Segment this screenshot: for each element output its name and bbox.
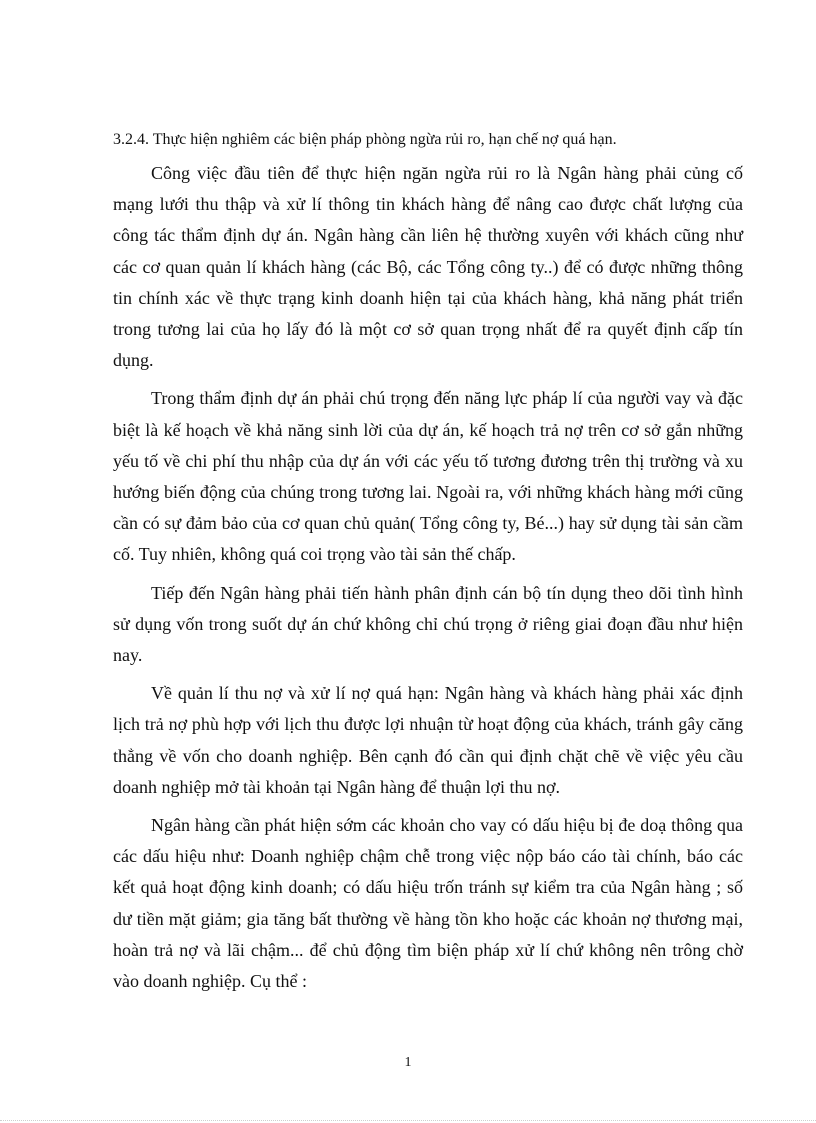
page-bottom-divider	[0, 1120, 816, 1121]
paragraph-2: Trong thẩm định dự án phải chú trọng đến năng lực pháp lí của người vay và đặc biệt là kế hoạch về khả năng sinh lời của dự án, kế hoạch trả nợ trên cơ sở gắn những yếu tố về chi phí thu nhập của dự án với các yếu tố tương đương trên thị trường và xu hướng biến động của chúng trong tương lai. Ngoài ra, với những khách hàng mới cũng cần có sự đảm bảo của cơ quan chủ quản( Tổng công ty, Bé...) hay sử dụng tài sản cầm cố. Tuy nhiên, không quá coi trọng vào tài sản thế chấp.	[113, 388, 743, 565]
paragraph-5: Ngân hàng cần phát hiện sớm các khoản cho vay có dấu hiệu bị đe doạ thông qua các dấu hiệu như: Doanh nghiệp chậm chễ trong việc nộp báo cáo tài chính, báo các kết quả hoạt động kinh doanh; có dấu hiệu trốn tránh sự kiểm tra của Ngân hàng ; số dư tiền mặt giảm; gia tăng bất thường về hàng tồn kho hoặc các khoản nợ thương mại, hoàn trả nợ và lãi chậm... để chủ động tìm biện pháp xử lí chứ không nên trông chờ vào doanh nghiệp. Cụ thể :	[113, 815, 743, 992]
paragraph-1: Công việc đầu tiên để thực hiện ngăn ngừa rủi ro là Ngân hàng phải củng cố mạng lưới thu thập và xử lí thông tin khách hàng để nâng cao được chất lượng của công tác thẩm định dự án. Ngân hàng cần liên hệ thường xuyên với khách cũng như các cơ quan quản lí khách hàng (các Bộ, các Tổng công ty..) để có được những thông tin chính xác về thực trạng kinh doanh hiện tại của khách hàng, khả năng phát triển trong tương lai của họ lấy đó là một cơ sở quan trọng nhất để ra quyết định cấp tín dụng.	[113, 163, 743, 371]
body-text	[113, 158, 743, 1004]
paragraph-3: Tiếp đến Ngân hàng phải tiến hành phân định cán bộ tín dụng theo dõi tình hình sử dụng vốn trong suốt dự án chứ không chỉ chú trọng ở riêng giai đoạn đầu như hiện nay.	[113, 582, 743, 666]
page-number: 1	[404, 1055, 412, 1070]
paragraph-4: Về quản lí thu nợ và xử lí nợ quá hạn: Ngân hàng và khách hàng phải xác định lịch trả nợ phù hợp với lịch thu được lợi nhuận từ hoạt động của khách, tránh gây căng thẳng về vốn cho doanh nghiệp. Bên cạnh đó cần qui định chặt chẽ về việc yêu cầu doanh nghiệp mở tài khoản tại Ngân hàng để thuận lợi thu nợ.	[113, 683, 743, 797]
section-heading: 3.2.4. Thực hiện nghiêm các biện pháp phòng ngừa rủi ro, hạn chế nợ quá hạn.	[113, 131, 617, 148]
